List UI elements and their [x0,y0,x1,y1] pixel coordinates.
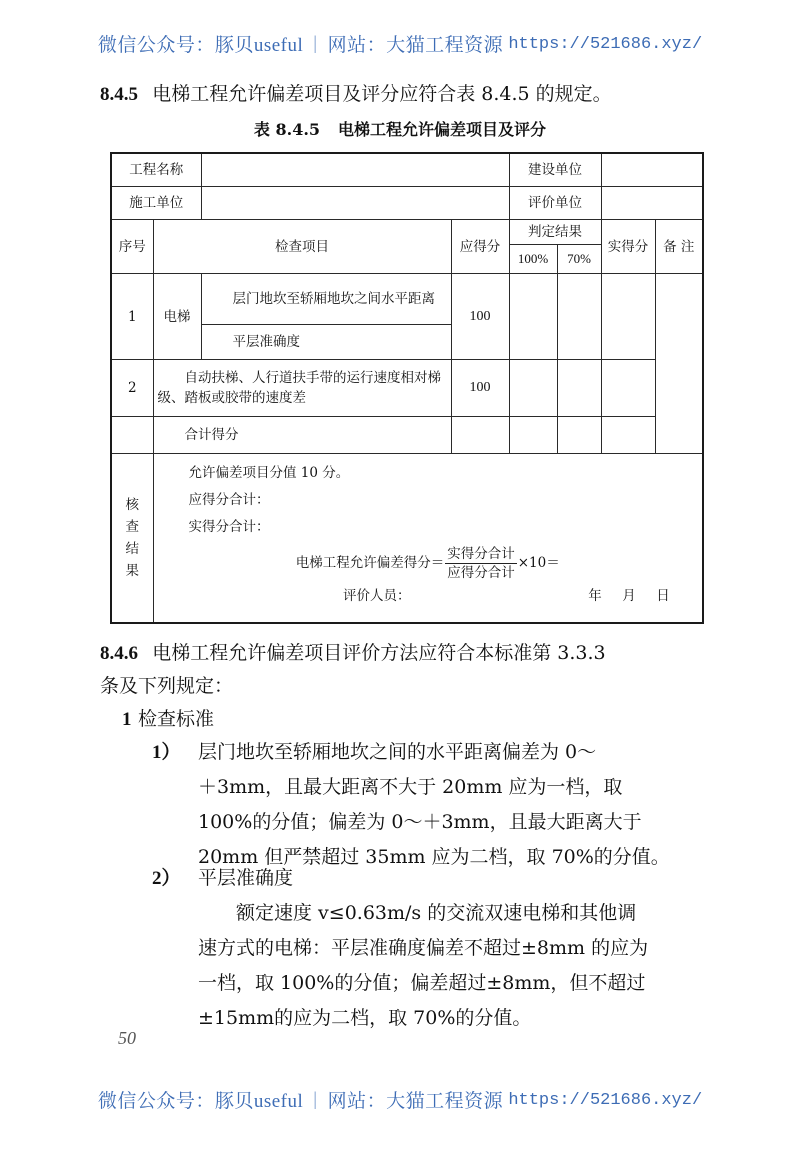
header-remark: 备 注 [655,220,703,274]
watermark-footer-separator: | [313,1088,318,1110]
cell-project-name-label: 工程名称 [111,153,201,187]
sub-item-1-line-1: 层门地坎至轿厢地坎之间的水平距离偏差为 0～ [198,741,597,763]
cell-row2-actual-score[interactable] [601,360,655,417]
clause-8-4-5-text: 电梯工程允许偏差项目及评分应符合表 8.4.5 的规定。 [152,83,612,105]
cell-row1-judge-70[interactable] [557,274,601,360]
sub-item-1-line-4: 20mm 但严禁超过 35mm 应为二档，取 70%的分值。 [198,846,670,868]
sub-item-1-line-2: ＋3mm，且最大距离不大于 20mm 应为一档，取 [198,776,623,798]
cell-row1-judge-100[interactable] [509,274,557,360]
table-row-project-info-1 [111,153,703,187]
formula-numerator: 实得分合计 [447,546,515,562]
sub-item-2-line-3: 一档，取 100%的分值；偏差超过±8mm，但不超过 [198,972,646,994]
header-due-score: 应得分 [451,220,509,274]
page-number: 50 [118,1028,136,1048]
cell-row1-group: 电梯 [153,274,201,360]
cell-row1-actual-score[interactable] [601,274,655,360]
sub-item-2 [152,861,712,1036]
cell-row2-judge-70[interactable] [557,360,601,417]
cell-row1-seq: 1 [111,274,153,360]
evaluation-table [110,152,704,624]
result-label-vertical: 核查结果 [125,497,139,579]
clause-8-4-6-line-1: 8.4.6 电梯工程允许偏差项目评价方法应符合本标准第 3.3.3 [100,642,606,664]
cell-contractor-value[interactable] [201,187,509,220]
table-caption-title: 电梯工程允许偏差项目及评分 [338,120,547,139]
date-fields[interactable] [578,586,680,606]
table-caption-label: 表 8.4.5 [253,120,321,139]
formula-denominator: 应得分合计 [447,565,515,581]
cell-total-label: 合计得分 [153,417,451,454]
header-judge-70: 70% [557,245,601,274]
table-row-item-2 [111,360,703,417]
cell-result-body [153,454,703,624]
result-line-1: 允许偏差项目分值 10 分。 [188,465,350,481]
watermark-footer-site: 网站：大猫工程资源 [327,1091,504,1112]
item-1-inspection-standard [100,703,214,736]
cell-evaluator-unit-label: 评价单位 [509,187,601,220]
watermark-footer [0,1086,800,1113]
table-row-total [111,417,703,454]
cell-total-due-score[interactable] [451,417,509,454]
cell-row2-judge-100[interactable] [509,360,557,417]
sub-item-1-line-3: 100%的分值；偏差为 0～＋3mm，且最大距离大于 [198,811,642,833]
score-formula [162,541,695,584]
date-day-label: 日 [656,588,670,604]
cell-remark-merged[interactable] [655,274,703,454]
table-header-row-1 [111,220,703,245]
table-caption [110,117,690,140]
sub-item-1-marker: 1） [152,742,181,763]
item-1-marker: 1 [122,709,132,730]
formula-fraction [445,545,517,582]
cell-contractor-label: 施工单位 [111,187,201,220]
header-judge-100: 100% [509,245,557,274]
watermark-site: 网站：大猫工程资源 [327,35,504,56]
watermark-url: https://521686.xyz/ [508,34,703,54]
cell-row1-subitem-2: 平层准确度 [201,325,451,360]
result-line-3[interactable]: 实得分合计： [188,519,270,535]
cell-total-seq-empty [111,417,153,454]
cell-total-actual-score[interactable] [601,417,655,454]
clause-8-4-6 [100,637,720,702]
signature-row [162,584,695,608]
date-year-label: 年 [588,588,602,604]
table-row-result [111,454,703,624]
evaluator-signature-label[interactable]: 评价人员： [342,588,411,604]
cell-evaluator-unit-value[interactable] [601,187,703,220]
watermark-footer-url: https://521686.xyz/ [508,1090,703,1110]
sub-item-2-marker: 2） [152,868,181,889]
cell-row2-item: 自动扶梯、人行道扶手带的运行速度相对梯级、踏板或胶带的速度差 [153,360,451,417]
clause-8-4-5 [100,78,720,111]
cell-total-judge-70[interactable] [557,417,601,454]
watermark-footer-wechat: 微信公众号：豚贝useful [97,1091,304,1112]
cell-row1-subitem-1: 层门地坎至轿厢地坎之间水平距离 [201,274,451,325]
clause-8-4-6-line-2: 条及下列规定： [100,675,234,697]
sub-item-2-line-1: 额定速度 v≤0.63m/s 的交流双速电梯和其他调 [236,902,637,924]
sub-item-1-body [152,735,712,875]
cell-row2-due-score: 100 [451,360,509,417]
watermark-separator: | [313,32,318,54]
sub-item-2-body [152,861,712,1036]
table-row-item-1a [111,274,703,325]
header-seq: 序号 [111,220,153,274]
clause-8-4-6-number: 8.4.6 [100,643,138,664]
cell-row1-due-score: 100 [451,274,509,360]
cell-construction-unit-value[interactable] [601,153,703,187]
cell-row2-seq: 2 [111,360,153,417]
clause-8-4-5-number: 8.4.5 [100,84,138,105]
sub-item-2-line-2: 速方式的电梯：平层准确度偏差不超过±8mm 的应为 [198,937,649,959]
sub-item-1 [152,735,712,875]
header-judgement-result: 判定结果 [509,220,601,245]
cell-project-name-value[interactable] [201,153,509,187]
cell-result-label [111,454,153,624]
sub-item-2-title: 平层准确度 [198,867,294,889]
item-1-title: 检查标准 [138,708,215,730]
result-line-2[interactable]: 应得分合计： [188,492,270,508]
watermark-header [0,30,800,57]
formula-rhs: ×10＝ [517,555,560,571]
header-inspection-item: 检查项目 [153,220,451,274]
date-month-label: 月 [622,588,636,604]
formula-lhs: 电梯工程允许偏差得分＝ [295,555,445,571]
sub-item-2-line-4: ±15mm的应为二档，取 70%的分值。 [198,1007,532,1029]
cell-construction-unit-label: 建设单位 [509,153,601,187]
header-actual-score: 实得分 [601,220,655,274]
table-row-project-info-2 [111,187,703,220]
cell-total-judge-100[interactable] [509,417,557,454]
watermark-wechat: 微信公众号：豚贝useful [97,35,304,56]
